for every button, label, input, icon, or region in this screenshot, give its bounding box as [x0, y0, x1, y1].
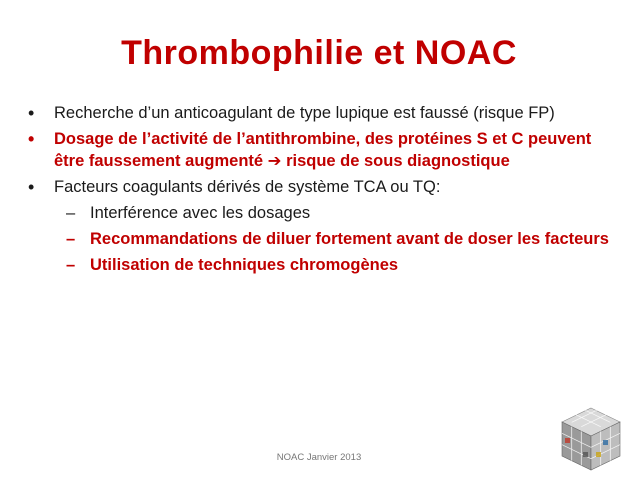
sub-bullet-item: [26, 228, 616, 250]
bullet-text: Dosage de l’activité de l’antithrombine, des protéines S et C peuvent être faussement augmenté ➔ risque de sous diagnostique: [54, 130, 592, 170]
bullet-text: Recherche d’un anticoagulant de type lupique est faussé (risque FP): [54, 104, 555, 122]
bullet-item: [26, 102, 616, 124]
sub-bullet-item: [26, 254, 616, 276]
bullet-marker: •: [28, 177, 35, 197]
bullet-item: [26, 128, 616, 172]
sub-bullet-text: Recommandations de diluer fortement avant de doser les facteurs: [90, 230, 609, 248]
bullet-marker: •: [28, 129, 35, 149]
bullet-item: [26, 176, 616, 198]
photo-cube-logo: [556, 404, 626, 474]
dash-marker: –: [66, 230, 76, 248]
bullet-list: [26, 102, 616, 280]
sub-bullet-item: [26, 202, 616, 224]
sub-bullet-text: Interférence avec les dosages: [90, 204, 311, 222]
bullet-text: Facteurs coagulants dérivés de système TCA ou TQ:: [54, 178, 441, 196]
sub-bullet-text: Utilisation de techniques chromogènes: [90, 256, 399, 274]
dash-marker: –: [66, 204, 76, 222]
bullet-marker: •: [28, 103, 35, 123]
slide-footer: NOAC Janvier 2013: [276, 452, 362, 463]
slide-title: Thrombophilie et NOAC: [121, 34, 517, 72]
dash-marker: –: [66, 256, 76, 274]
